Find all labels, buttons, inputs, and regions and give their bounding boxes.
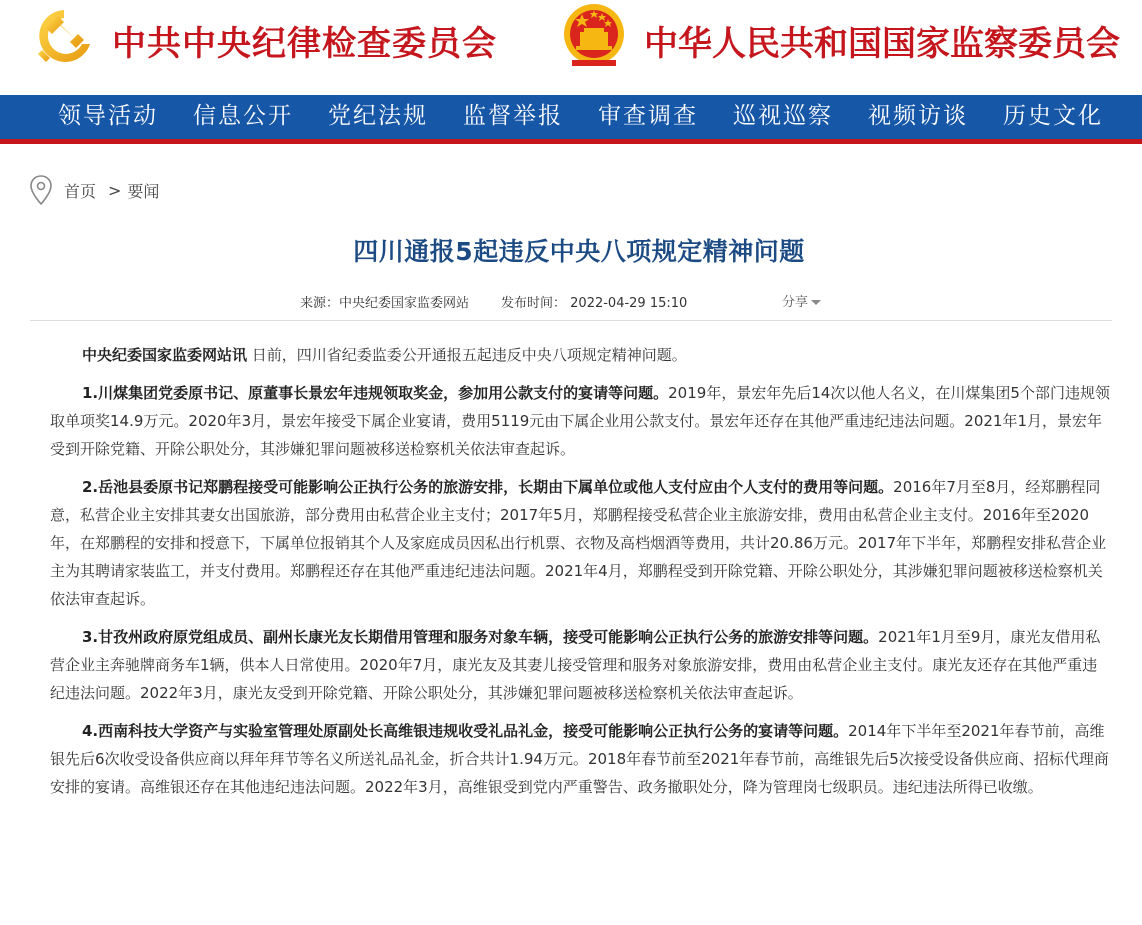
nav-item-video-interview[interactable]: 视频访谈 — [868, 103, 968, 129]
share-label: 分享 — [782, 295, 809, 310]
nav-item-history[interactable]: 历史文化 — [1003, 103, 1103, 129]
cpc-ccdi-title[interactable]: 中共中央纪律检查委员会 — [112, 24, 497, 64]
paragraph-lead: 4.西南科技大学资产与实验室管理处原副处长高维银违规收受礼品礼金，接受可能影响公正执行公务的宴请等问题。 — [82, 722, 849, 740]
paragraph-lead: 3.甘孜州政府原党组成员、副州长康光友长期借用管理和服务对象车辆，接受可能影响公正执行公务的旅游安排等问题。 — [82, 628, 879, 646]
paragraph-text: 2016年7月至8月，经郑鹏程同意，私营企业主安排其妻女出国旅游，部分费用由私营企业主支付；2017年5月，郑鹏程接受私营企业主旅游安排，费用由私营企业主支付。2016年至2020年，在郑鹏程的安排和授意下，下属单位报销其个人及家庭成员因私出行机票、衣物及高档烟酒等费用，共计20.86万元。2017年下半年，郑鹏程安排私营企业主为其聘请家装监工，并支付费用。郑鹏程还存在其他严重违纪违法问题。2021年4月，郑鹏程受到开除党籍、开除公职处分，其涉嫌犯罪问题被移送检察机关依法审查起诉。 — [50, 478, 1107, 608]
breadcrumb — [30, 174, 159, 206]
paragraph-case-4 — [50, 717, 1110, 801]
paragraph-case-2 — [50, 473, 1110, 613]
nav-item-report[interactable]: 监督举报 — [463, 103, 563, 129]
paragraph-case-3 — [50, 623, 1110, 707]
article-publish-time: 发布时间： 2022-04-29 15:10 — [501, 296, 688, 311]
share-button[interactable] — [782, 291, 821, 310]
national-emblem-icon[interactable] — [558, 0, 630, 72]
paragraph-text: 2014年下半年至2021年春节前，高维银先后6次收受设备供应商以拜年拜节等名义所送礼品礼金，折合共计1.94万元。2018年春节前至2021年春节前，高维银先后5次接受设备供应商、招标代理商安排的宴请。高维银还存在其他违纪违法问题。2022年3月，高维银受到党内严重警告、政务撤职处分，降为管理岗七级职员。违纪违法所得已收缴。 — [50, 722, 1109, 796]
location-pin-icon — [30, 175, 52, 205]
nsc-title[interactable]: 中华人民共和国国家监察委员会 — [644, 24, 1120, 64]
paragraph-text: 2021年1月至9月，康光友借用私营企业主奔驰牌商务车1辆，供本人日常使用。2020年7月，康光友及其妻儿接受管理和服务对象旅游安排，费用由私营企业主支付。康光友还存在其他严重违纪违法问题。2022年3月，康光友受到开除党籍、开除公职处分，其涉嫌犯罪问题被移送检察机关依法审查起诉。 — [50, 628, 1101, 702]
article-title: 四川通报5起违反中央八项规定精神问题 — [353, 237, 805, 266]
paragraph-lead: 中央纪委国家监委网站讯 — [82, 346, 248, 364]
breadcrumb-separator: > — [108, 180, 122, 200]
nav-item-info-disclosure[interactable]: 信息公开 — [193, 103, 293, 129]
paragraph-text: 日前，四川省纪委监委公开通报五起违反中央八项规定精神问题。 — [247, 346, 687, 364]
breadcrumb-current[interactable]: 要闻 — [127, 181, 160, 201]
paragraph-lead: 2.岳池县委原书记郑鹏程接受可能影响公正执行公务的旅游安排，长期由下属单位或他人支付应由个人支付的费用等问题。 — [82, 478, 894, 496]
party-emblem-icon[interactable] — [28, 4, 100, 68]
breadcrumb-home[interactable]: 首页 — [64, 181, 97, 201]
nav-item-inspection[interactable]: 巡视巡察 — [733, 103, 833, 129]
nav-item-party-regulations[interactable]: 党纪法规 — [328, 103, 428, 129]
article-meta — [300, 292, 687, 311]
chevron-down-icon — [811, 300, 821, 305]
paragraph-case-1 — [50, 379, 1110, 463]
nav-item-investigation[interactable]: 审查调查 — [598, 103, 698, 129]
paragraph-intro — [50, 341, 1110, 369]
site-header — [0, 0, 1142, 95]
divider — [30, 320, 1112, 321]
main-navigation — [0, 95, 1142, 144]
nav-item-leadership[interactable]: 领导活动 — [58, 103, 158, 129]
paragraph-lead: 1.川煤集团党委原书记、原董事长景宏年违规领取奖金，参加用公款支付的宴请等问题。 — [82, 384, 669, 402]
article-source: 来源：中央纪委国家监委网站 — [300, 296, 470, 311]
paragraph-text: 2019年，景宏年先后14次以他人名义，在川煤集团5个部门违规领取单项奖14.9万元。2020年3月，景宏年接受下属企业宴请，费用5119元由下属企业用公款支付。景宏年还存在其他严重违纪违法问题。2021年1月，景宏年受到开除党籍、开除公职处分，其涉嫌犯罪问题被移送检察机关依法审查起诉。 — [50, 384, 1110, 458]
article-body — [50, 341, 1110, 811]
